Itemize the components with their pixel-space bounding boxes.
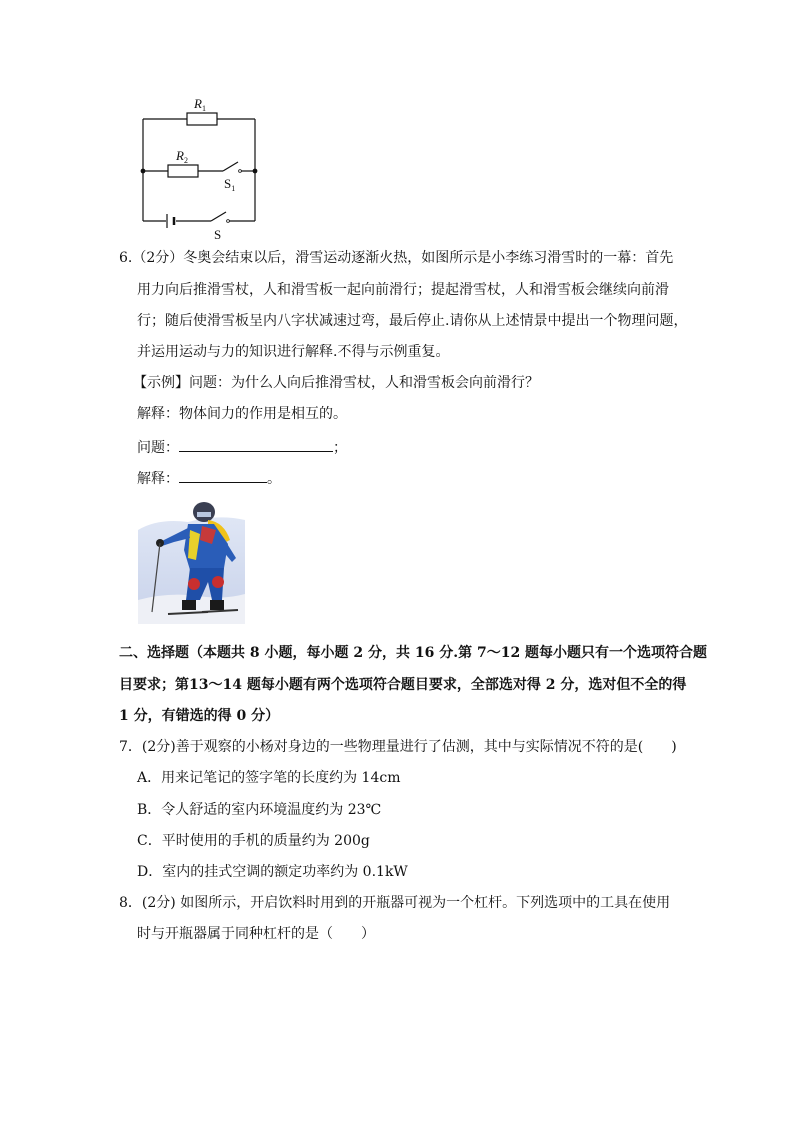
q6-line-3: 行；随后使滑雪板呈内八字状减速过弯，最后停止.请你从上述情景中提出一个物理问题， xyxy=(137,313,688,329)
q7-option-b[interactable]: B．令人舒适的室内环境温度约为 23℃ xyxy=(137,802,382,818)
switch-s1 xyxy=(223,162,238,171)
q6-question-row xyxy=(137,436,347,458)
r1-subscript: 1 xyxy=(201,104,206,113)
svg-text:S1 xyxy=(224,176,235,193)
q6-answer-blank[interactable] xyxy=(179,467,267,483)
r2-subscript: 2 xyxy=(183,156,188,165)
q7-option-c[interactable]: C．平时使用的手机的质量约为 200g xyxy=(137,833,370,849)
q6-line-1: 6.（2分）冬奥会结束以后，滑雪运动逐渐火热，如图所示是小李练习滑雪时的一幕：首先 xyxy=(119,250,674,266)
q6-line-4: 并运用运动与力的知识进行解释.不得与示例重复。 xyxy=(137,344,450,360)
switch-s xyxy=(211,212,226,221)
resistor-r1 xyxy=(187,113,217,125)
circuit-diagram xyxy=(130,90,270,240)
q7-stem: 7．(2分)善于观察的小杨对身边的一些物理量进行了估测，其中与实际情况不符的是( ) xyxy=(119,739,677,755)
section2-line-3: 1 分，有错选的得 0 分） xyxy=(119,708,280,724)
q8-line-2: 时与开瓶器属于同种杠杆的是（ ） xyxy=(137,926,375,942)
q6-example: 【示例】问题：为什么人向后推滑雪杖，人和滑雪板会向前滑行？ xyxy=(133,375,539,391)
q8-line-1: 8．(2分) 如图所示，开启饮料时用到的开瓶器可视为一个杠杆。下列选项中的工具在使用 xyxy=(119,895,671,911)
s1-label: S xyxy=(224,176,232,191)
skier-photo xyxy=(138,500,245,624)
section2-line-2: 目要求；第13～14 题每小题有两个选项符合题目要求，全部选对得 2 分，选对但不全的得 xyxy=(119,677,687,693)
s-label: S xyxy=(214,227,222,240)
q6-line-2: 用力向后推滑雪杖，人和滑雪板一起向前滑行；提起滑雪杖，人和滑雪板会继续向前滑 xyxy=(137,282,669,298)
q6-example-answer: 解释：物体间力的作用是相互的。 xyxy=(137,406,347,422)
section2-line-1: 二、选择题（本题共 8 小题，每小题 2 分，共 16 分.第 7～12 题每小题只有一个选项符合题 xyxy=(119,645,708,661)
q6-question-label: 问题： xyxy=(137,440,179,456)
battery-icon xyxy=(167,214,174,228)
r2-label: R xyxy=(176,148,184,163)
q6-answer-end: 。 xyxy=(267,471,281,487)
q7-option-d[interactable]: D．室内的挂式空调的额定功率约为 0.1kW xyxy=(137,864,408,880)
q6-answer-label: 解释： xyxy=(137,471,179,487)
q6-answer-row xyxy=(137,467,281,489)
s1-subscript: 1 xyxy=(231,184,236,193)
svg-text:R1 xyxy=(193,96,206,113)
q6-question-blank[interactable] xyxy=(179,436,333,452)
resistor-r2 xyxy=(168,165,198,177)
junction-right xyxy=(253,169,258,174)
r1-label: R xyxy=(194,96,202,111)
junction-left xyxy=(141,169,146,174)
q7-option-a[interactable]: A．用来记笔记的签字笔的长度约为 14cm xyxy=(137,770,401,786)
svg-text:R2 xyxy=(175,148,188,165)
q6-question-end: ； xyxy=(333,440,347,456)
